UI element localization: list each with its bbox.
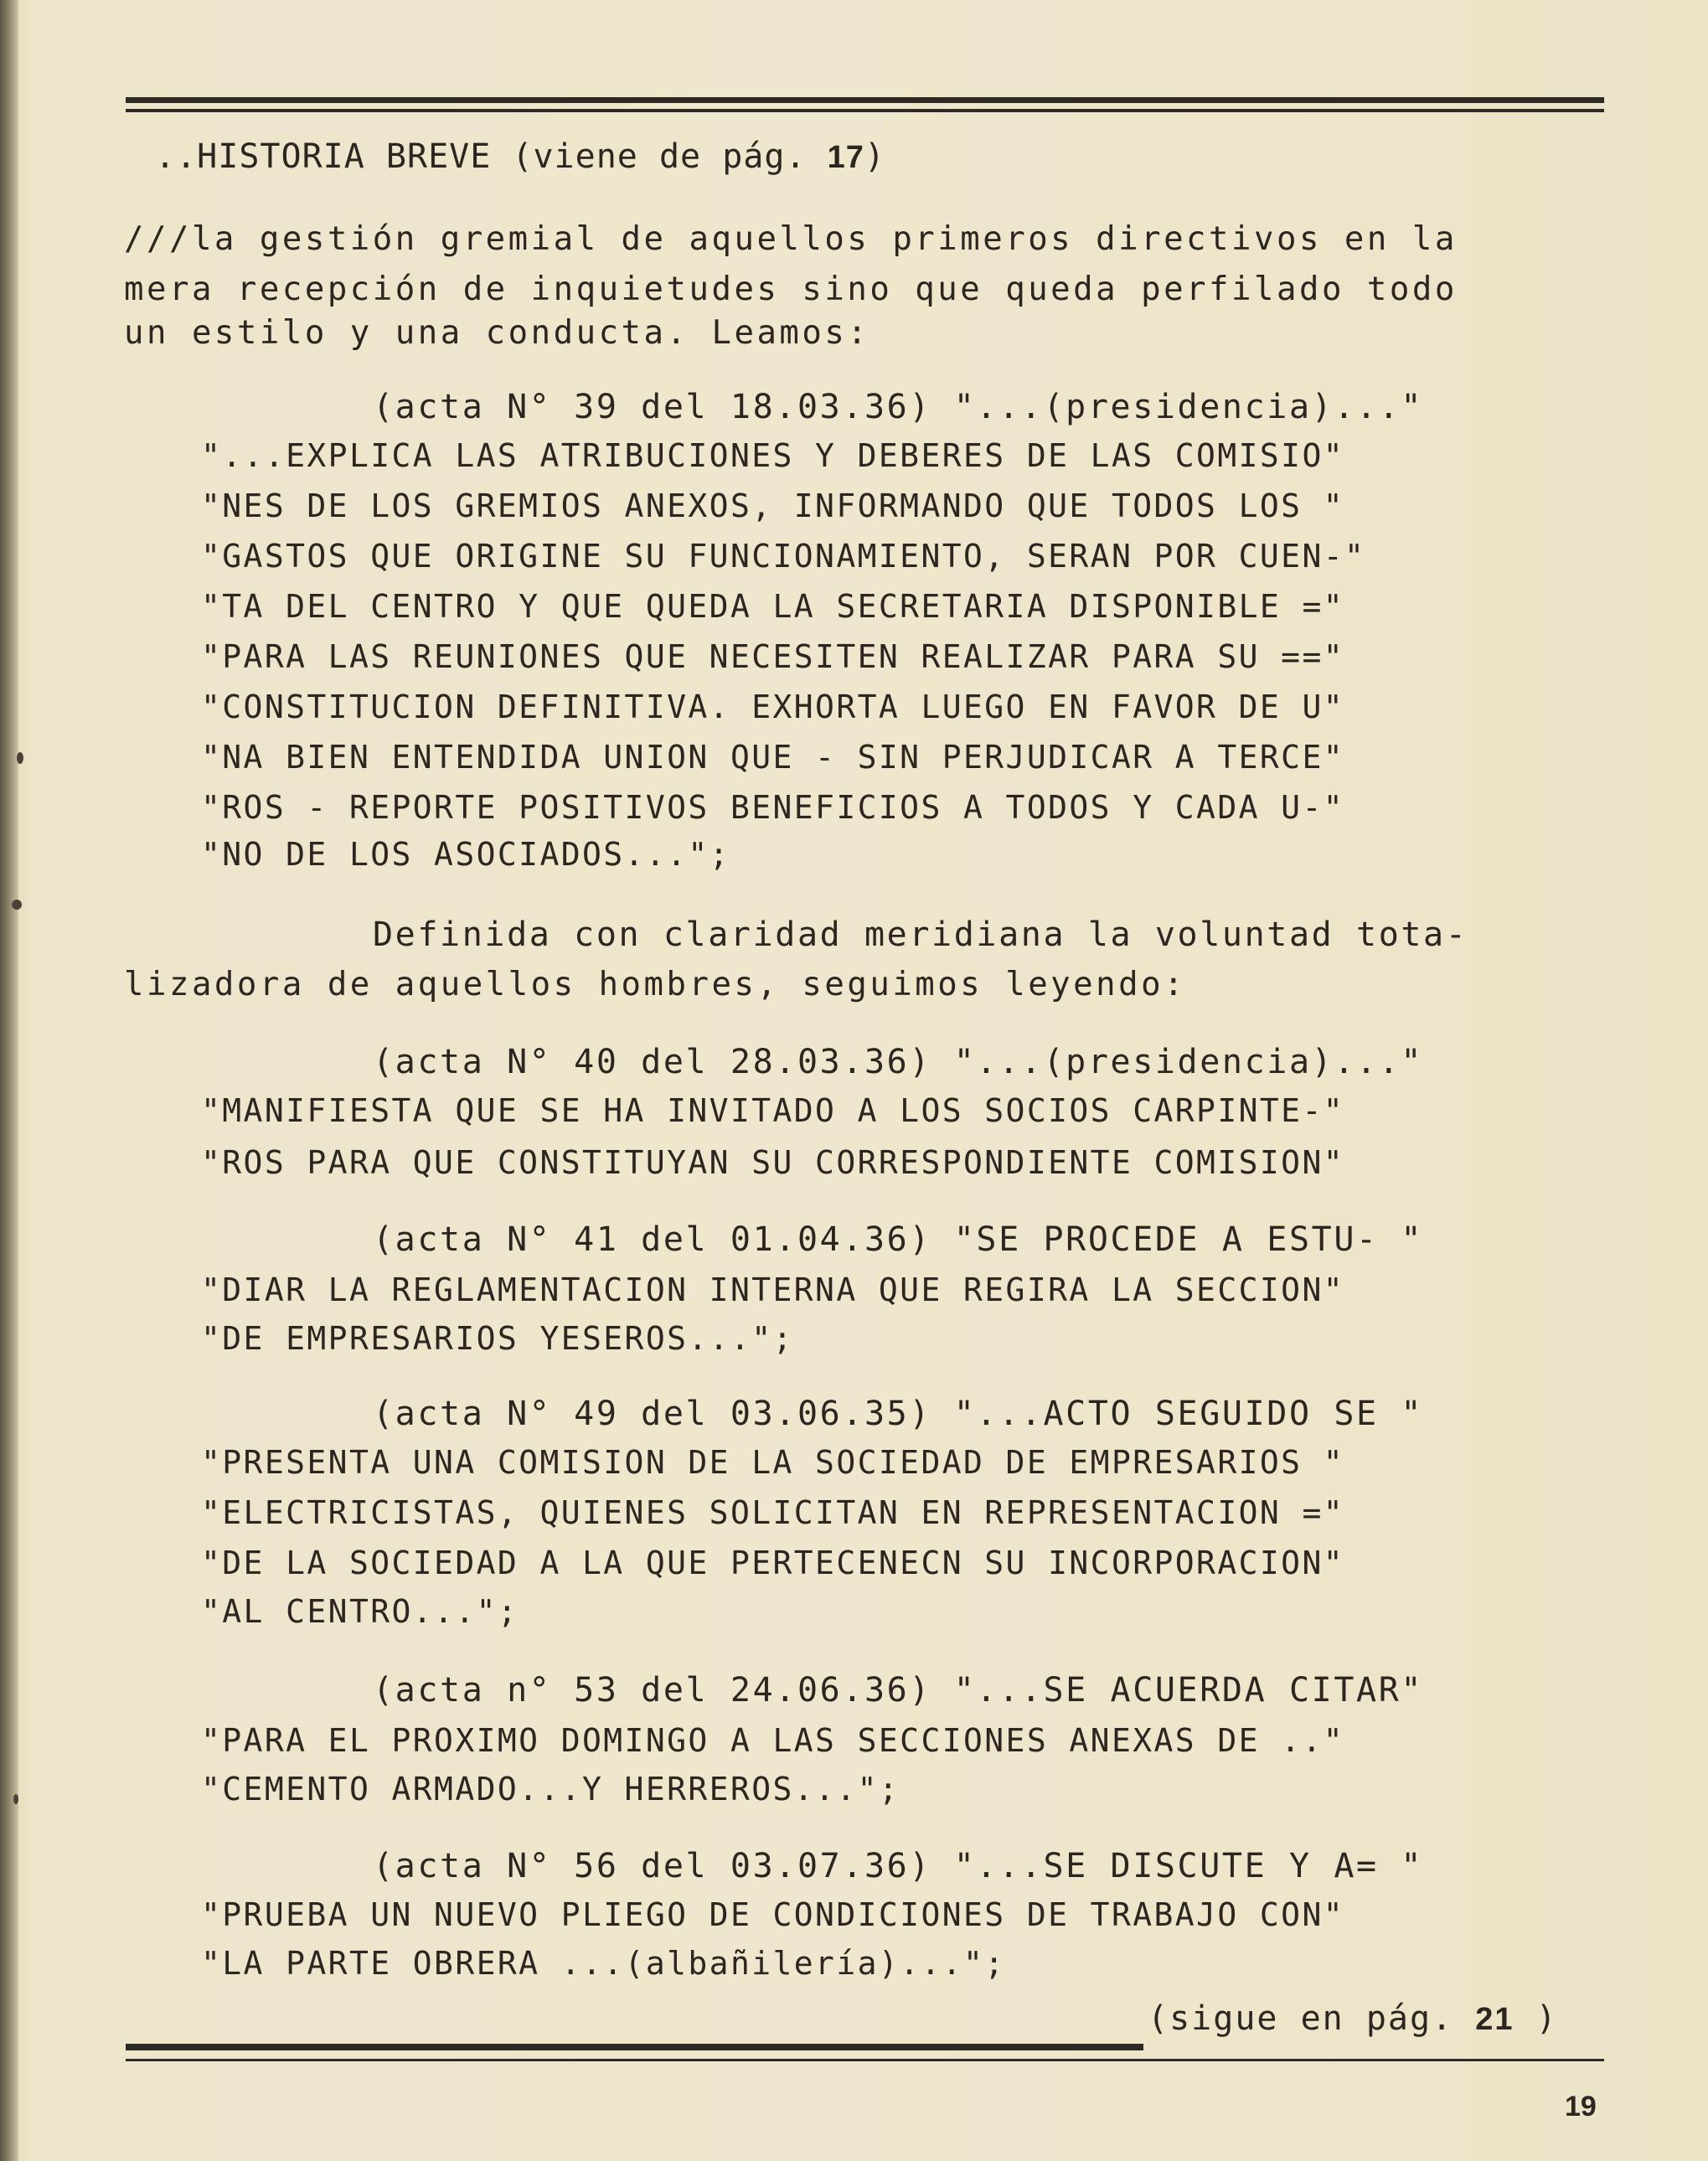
quote-line: "ELECTRICISTAS, QUIENES SOLICITAN EN REPRESENTACION =": [201, 1494, 1345, 1531]
quote-line: "PARA EL PROXIMO DOMINGO A LAS SECCIONES ANEXAS DE ..": [201, 1722, 1345, 1759]
continuation-suffix: ): [1535, 1999, 1558, 2038]
intro-line: ///la gestión gremial de aquellos primeros directivos en la: [124, 220, 1458, 258]
margin-mark: [17, 752, 23, 764]
page-number: 19: [1565, 2091, 1597, 2122]
intro-line: un estilo y una conducta. Leamos:: [124, 314, 870, 352]
acta-citation: (acta N° 56 del 03.07.36) "...SE DISCUTE Y A= ": [373, 1847, 1424, 1885]
continuation-page: 21: [1475, 2002, 1514, 2037]
quote-line: "ROS PARA QUE CONSTITUYAN SU CORRESPONDIENTE COMISION": [201, 1144, 1345, 1181]
acta-citation: (acta N° 41 del 01.04.36) "SE PROCEDE A ESTU- ": [373, 1220, 1424, 1259]
quote-line: "DE EMPRESARIOS YESEROS...";: [201, 1320, 794, 1357]
quote-line: "PRUEBA UN NUEVO PLIEGO DE CONDICIONES DE TRABAJO CON": [201, 1896, 1345, 1933]
quote-line: "NA BIEN ENTENDIDA UNION QUE - SIN PERJUDICAR A TERCE": [201, 739, 1345, 776]
paragraph-line: lizadora de aquellos hombres, seguimos leyendo:: [124, 966, 1187, 1003]
acta-citation: (acta N° 39 del 18.03.36) "...(presidencia)...": [373, 388, 1424, 426]
quote-line: "LA PARTE OBRERA ...(albañilería)...";: [201, 1945, 1006, 1982]
quote-line: "CONSTITUCION DEFINITIVA. EXHORTA LUEGO EN FAVOR DE U": [201, 689, 1345, 725]
quote-line: "MANIFIESTA QUE SE HA INVITADO A LOS SOCIOS CARPINTE-": [201, 1092, 1345, 1129]
quote-line: "NO DE LOS ASOCIADOS...";: [201, 836, 730, 873]
header-prefix: ..HISTORIA BREVE (viene de pág.: [155, 137, 807, 176]
quote-line: "GASTOS QUE ORIGINE SU FUNCIONAMIENTO, SERAN POR CUEN-": [201, 538, 1366, 575]
acta-citation: (acta N° 40 del 28.03.36) "...(presidencia)...": [373, 1043, 1424, 1081]
top-rule-thin: [126, 109, 1604, 112]
intro-line: mera recepción de inquietudes sino que queda perfilado todo: [124, 271, 1458, 308]
continuation-note: [1148, 1999, 1558, 2040]
continuation-prefix: (sigue en pág.: [1148, 1999, 1454, 2038]
quote-line: "DE LA SOCIEDAD A LA QUE PERTECENECN SU INCORPORACION": [201, 1545, 1345, 1581]
quote-line: "...EXPLICA LAS ATRIBUCIONES Y DEBERES DE LAS COMISIO": [201, 437, 1345, 474]
binding-edge: [0, 0, 18, 2161]
quote-line: "NES DE LOS GREMIOS ANEXOS, INFORMANDO QUE TODOS LOS ": [201, 487, 1345, 524]
quote-line: "PRESENTA UNA COMISION DE LA SOCIEDAD DE EMPRESARIOS ": [201, 1444, 1345, 1481]
bottom-rule: [126, 2044, 1143, 2050]
header-page-ref: 17: [827, 140, 864, 175]
quote-line: "CEMENTO ARMADO...Y HERREROS...";: [201, 1771, 900, 1808]
margin-mark: [12, 900, 22, 910]
quote-line: "AL CENTRO...";: [201, 1593, 519, 1630]
quote-line: "PARA LAS REUNIONES QUE NECESITEN REALIZAR PARA SU ==": [201, 638, 1345, 675]
quote-line: "ROS - REPORTE POSITIVOS BENEFICIOS A TODOS Y CADA U-": [201, 789, 1345, 826]
paragraph-line: Definida con claridad meridiana la voluntad tota-: [373, 915, 1468, 954]
acta-citation: (acta N° 49 del 03.06.35) "...ACTO SEGUIDO SE ": [373, 1395, 1424, 1433]
header-suffix: ): [864, 137, 886, 176]
top-rule: [126, 97, 1604, 103]
bottom-rule-thin: [126, 2059, 1604, 2061]
quote-line: "TA DEL CENTRO Y QUE QUEDA LA SECRETARIA DISPONIBLE =": [201, 588, 1345, 625]
acta-citation: (acta n° 53 del 24.06.36) "...SE ACUERDA CITAR": [373, 1671, 1424, 1710]
margin-mark: [13, 1794, 18, 1804]
section-header: [155, 137, 885, 178]
quote-line: "DIAR LA REGLAMENTACION INTERNA QUE REGIRA LA SECCION": [201, 1271, 1345, 1308]
